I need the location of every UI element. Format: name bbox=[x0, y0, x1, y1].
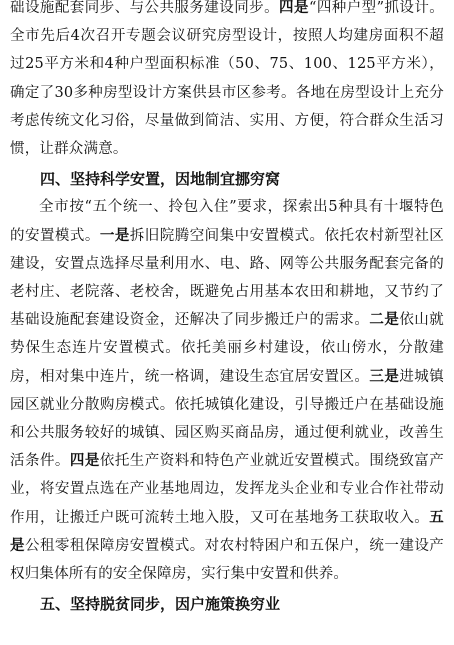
text-segment: 依山就势保生态连片安置模式。依托美丽乡村建设，依山傍水，分散建房，相对集中连片，统一格调，建设生态宜居安置区。 bbox=[10, 312, 444, 385]
text-segment: 础设施配套同步、与公共服务建设同步。 bbox=[10, 0, 280, 16]
text-segment: 拆旧院腾空间集中安置模式。依托农村新型社区建设，安置点选择尽量利用水、电、路、网等公共服务配套完备的老村庄、老院落、老校舍，既避免占用基本农田和耕地，又节约了基础设施配套建设资金，还解决了同步搬迁户的需求。 bbox=[10, 227, 445, 329]
text-segment: 全市按“五个统一、拎包入住”要求，探索出5种具有十堰特色的安置模式。 bbox=[10, 199, 444, 244]
text-segment: 进城镇园区就业分散购房模式。依托城镇化建设，引导搬迁户在基础设施和公共服务较好的城镇、园区购买商品房，通过便利就业，改善生活条件。 bbox=[10, 368, 444, 470]
bold-marker: 三是 bbox=[369, 368, 400, 385]
text-segment: “四种户型”抓设计。全市先后4次召开专题会议研究房型设计，按照人均建房面积不超过25平方米和4种户型面积标准（50、75、100、125平方米），确定了30多种房型设计方案供县市区参考。各地在房型设计上充分考虑传统文化习俗，尽量做到简洁、实用、方便，符合群众生活习惯，让群众满意。 bbox=[10, 0, 444, 158]
bold-marker: 五是 bbox=[10, 509, 444, 554]
paragraph-housing-design bbox=[10, 0, 444, 163]
bold-marker: 二是 bbox=[369, 312, 400, 329]
paragraph-resettlement-modes bbox=[10, 193, 444, 588]
section-heading-4: 四、坚持科学安置，因地制宜挪穷窝 bbox=[40, 170, 281, 189]
bold-marker: 四是 bbox=[69, 453, 100, 470]
text-segment: 公租零租保障房安置模式。对农村特困户和五保户，统一建设产权归集体所有的安全保障房，实行集中安置和供养。 bbox=[10, 537, 444, 583]
text-segment: 依托生产资料和特色产业就近安置模式。围绕致富产业，将安置点选在产业基地周边，发挥龙头企业和专业合作社带动作用，让搬迁户既可流转土地入股，又可在基地务工获取收入。 bbox=[10, 453, 444, 526]
bold-marker: 一是 bbox=[99, 227, 130, 244]
section-heading-5: 五、坚持脱贫同步，因户施策换穷业 bbox=[40, 595, 281, 614]
bold-marker: 四是 bbox=[279, 0, 309, 16]
